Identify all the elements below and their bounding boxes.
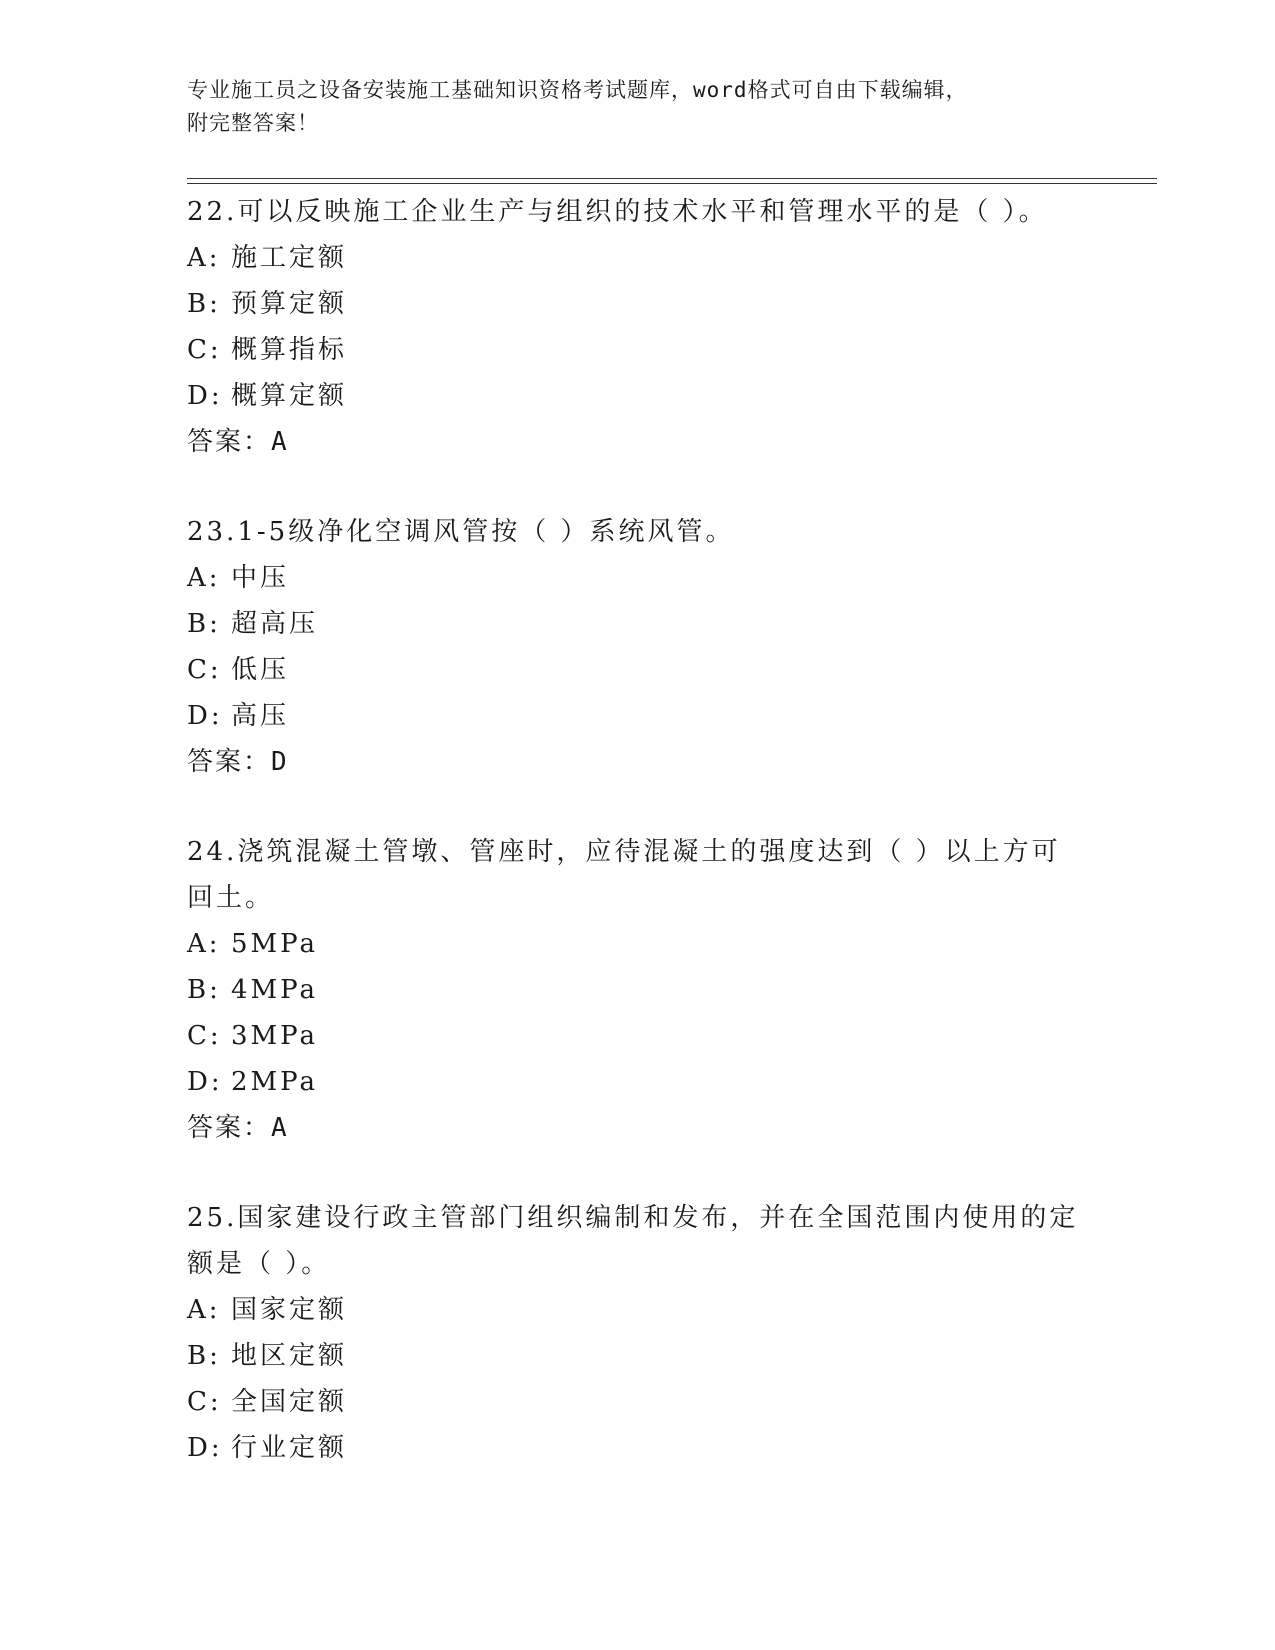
option-b [187, 967, 1087, 1013]
option-a [187, 235, 1087, 281]
option-text: 预算定额 [231, 289, 348, 319]
option-text: 高压 [231, 701, 290, 731]
option-text: 2MPa [231, 1067, 318, 1097]
option-c [187, 647, 1087, 693]
option-text: 超高压 [231, 609, 319, 639]
question-text: 23.1-5级净化空调风管按（ ）系统风管。 [187, 517, 735, 547]
option-letter: B: [187, 1341, 221, 1371]
question-text-line-1: 25.国家建设行政主管部门组织编制和发布，并在全国范围内使用的定 [187, 1203, 1079, 1233]
header-divider-top [187, 178, 1157, 179]
question-text-line-2: 回土。 [187, 883, 275, 913]
option-text: 概算指标 [231, 335, 348, 365]
answer-line: 答案：D [187, 747, 289, 777]
option-letter: B: [187, 609, 221, 639]
option-d [187, 1059, 1087, 1105]
header-divider-bottom [187, 183, 1157, 184]
question-25 [187, 1195, 1087, 1471]
question-text: 22.可以反映施工企业生产与组织的技术水平和管理水平的是（ ）。 [187, 197, 1048, 227]
option-a [187, 1287, 1087, 1333]
option-letter: D: [187, 701, 223, 731]
option-letter: A: [187, 563, 221, 593]
option-text: 行业定额 [231, 1433, 348, 1463]
option-c [187, 327, 1087, 373]
option-text: 低压 [231, 655, 290, 685]
option-d [187, 1425, 1087, 1471]
option-text: 中压 [231, 563, 290, 593]
answer-line: 答案：A [187, 1113, 289, 1143]
option-letter: C: [187, 655, 222, 685]
option-a [187, 555, 1087, 601]
option-text: 全国定额 [231, 1387, 348, 1417]
option-letter: C: [187, 335, 222, 365]
option-text: 施工定额 [231, 243, 348, 273]
option-letter: A: [187, 929, 221, 959]
option-d [187, 373, 1087, 419]
option-b [187, 601, 1087, 647]
option-letter: D: [187, 1433, 223, 1463]
header-line-1: 专业施工员之设备安装施工基础知识资格考试题库，word格式可自由下载编辑， [187, 78, 968, 102]
question-24 [187, 829, 1087, 1151]
document-header [187, 74, 1087, 140]
question-23 [187, 509, 1087, 785]
option-a [187, 921, 1087, 967]
question-22 [187, 189, 1087, 465]
option-b [187, 1333, 1087, 1379]
option-letter: B: [187, 975, 221, 1005]
question-text-line-2: 额是（ ）。 [187, 1249, 331, 1279]
option-text: 地区定额 [231, 1341, 348, 1371]
option-letter: C: [187, 1021, 222, 1051]
option-text: 概算定额 [231, 381, 348, 411]
option-text: 3MPa [231, 1021, 318, 1051]
option-letter: B: [187, 289, 221, 319]
option-text: 5MPa [231, 929, 318, 959]
option-c [187, 1379, 1087, 1425]
option-letter: A: [187, 243, 221, 273]
option-letter: D: [187, 1067, 223, 1097]
option-c [187, 1013, 1087, 1059]
option-letter: D: [187, 381, 223, 411]
answer-line: 答案：A [187, 427, 289, 457]
option-text: 4MPa [231, 975, 318, 1005]
header-line-2: 附完整答案！ [187, 111, 319, 135]
option-b [187, 281, 1087, 327]
question-text-line-1: 24.浇筑混凝土管墩、管座时，应待混凝土的强度达到（ ）以上方可 [187, 837, 1061, 867]
option-text: 国家定额 [231, 1295, 348, 1325]
option-letter: A: [187, 1295, 221, 1325]
option-letter: C: [187, 1387, 222, 1417]
option-d [187, 693, 1087, 739]
